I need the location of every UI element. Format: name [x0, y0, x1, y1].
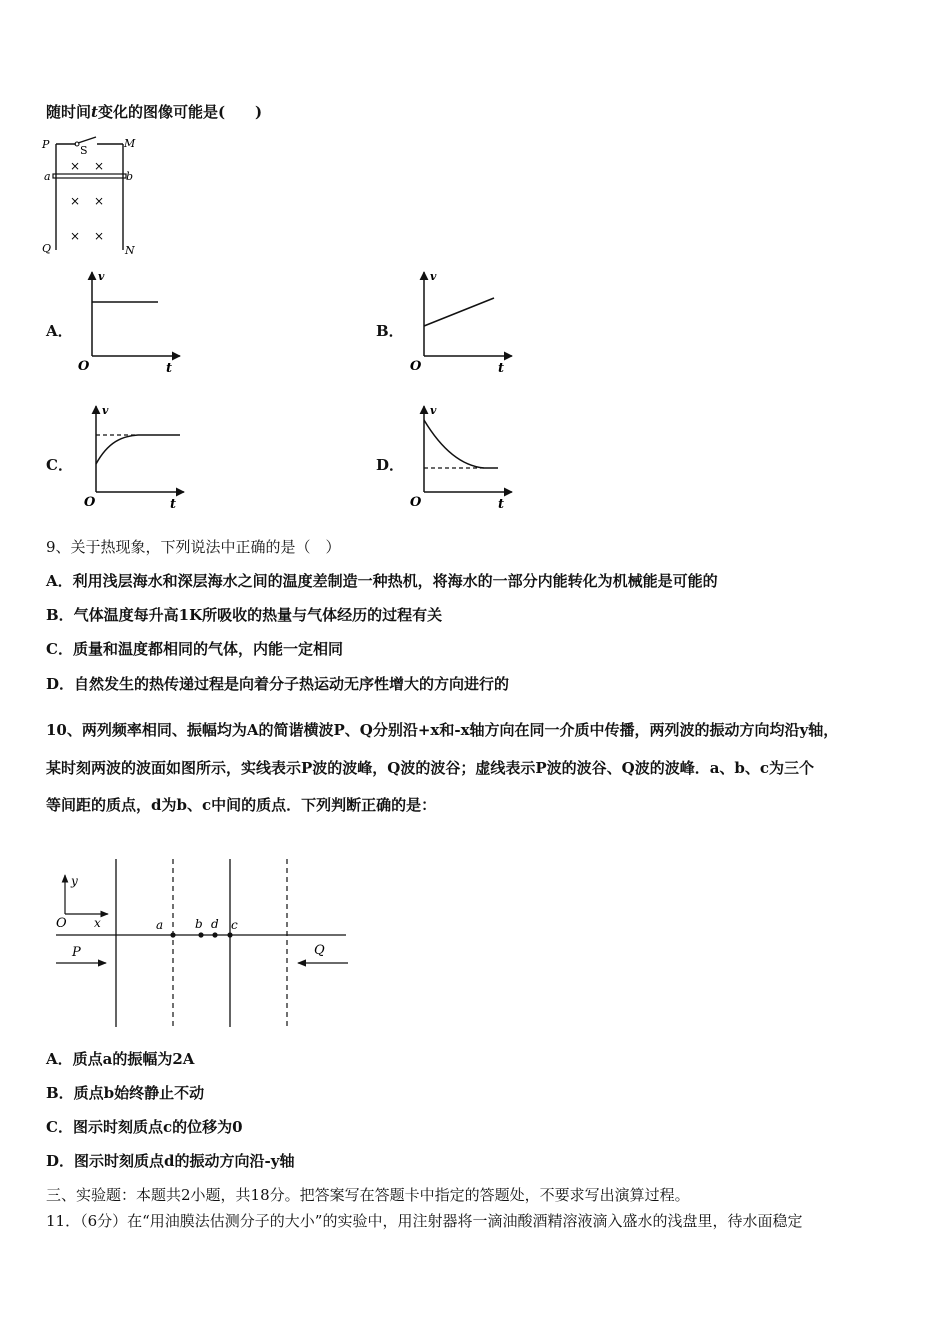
axis-t: t: [170, 497, 177, 512]
axis-y: y: [71, 874, 78, 888]
axis-origin: O: [78, 359, 90, 374]
q10-option-d: D．图示时刻质点d的振动方向沿-y轴: [46, 1152, 295, 1170]
axis-x: x: [94, 916, 101, 930]
q8-option-c-label: C．: [46, 456, 73, 474]
particle-b: [198, 932, 203, 937]
section-3-heading: 三、实验题：本题共2小题，共18分。把答案写在答题卡中指定的答题处，不要求写出演算过程。: [46, 1186, 690, 1204]
axis-v: v: [430, 270, 437, 283]
q10-option-a: A．质点a的振幅为2A: [46, 1050, 195, 1068]
field-cross: ×: [70, 229, 81, 243]
circuit-label-Q: Q: [42, 242, 52, 255]
v-t-curve: [424, 298, 494, 326]
axis-origin: O: [56, 916, 67, 931]
q8-stem-var: t: [91, 103, 98, 121]
circuit-label-b: b: [126, 170, 134, 183]
axis-v: v: [98, 270, 105, 283]
circuit-label-a: a: [44, 170, 51, 183]
label-b: b: [195, 917, 203, 931]
particle-d: [212, 932, 217, 937]
q10-stem-line-1: 10、两列频率相同、振幅均为A的简谐横波P、Q分别沿+x和-x轴方向在同一介质中传播，两列波的振动方向均沿y轴，: [46, 721, 839, 739]
q9-stem: 9、关于热现象，下列说法中正确的是（ ）: [46, 538, 341, 556]
field-cross: ×: [70, 159, 81, 173]
axis-t: t: [498, 361, 505, 376]
q9-option-a: A．利用浅层海水和深层海水之间的温度差制造一种热机，将海水的一部分内能转化为机械能是可能的: [46, 572, 718, 590]
axis-origin: O: [410, 495, 422, 510]
q8-option-c-graph: [76, 402, 196, 512]
wave-p-label: P: [72, 945, 81, 960]
q10-option-c: C．图示时刻质点c的位移为0: [46, 1118, 243, 1136]
label-a: a: [156, 918, 164, 932]
field-cross: ×: [70, 194, 81, 208]
field-cross: ×: [94, 159, 105, 173]
axis-origin: O: [84, 495, 96, 510]
label-d: d: [211, 917, 219, 931]
particle-a: [170, 932, 175, 937]
circuit-label-N: N: [125, 244, 135, 257]
axis-v: v: [430, 404, 437, 417]
q10-wave-figure: [50, 855, 355, 1035]
axis-v: v: [102, 404, 109, 417]
q10-option-b: B．质点b始终静止不动: [46, 1084, 205, 1102]
q8-stem: [46, 102, 262, 122]
axis-origin: O: [410, 359, 422, 374]
particle-c: [227, 932, 232, 937]
q9-option-c: C．质量和温度都相同的气体，内能一定相同: [46, 640, 343, 658]
q9-option-b: B．气体温度每升高1K所吸收的热量与气体经历的过程有关: [46, 606, 443, 624]
field-cross: ×: [94, 229, 105, 243]
q11-stem: 11．（6分）在“用油膜法估测分子的大小”的实验中，用注射器将一滴油酸酒精溶液滴入盛水的浅盘里，待水面稳定: [46, 1212, 803, 1230]
circuit-label-S: S: [80, 144, 88, 157]
q8-option-b-graph: [404, 268, 524, 378]
v-t-curve: [96, 435, 180, 464]
circuit-label-P: P: [42, 138, 50, 151]
field-cross: ×: [94, 194, 105, 208]
q8-stem-pre: 随时间: [46, 103, 92, 121]
q8-option-a-graph: [72, 268, 192, 378]
q8-option-b-label: B．: [376, 322, 404, 340]
q10-stem-line-3: 等间距的质点，d为b、c中间的质点．下列判断正确的是：: [46, 796, 437, 814]
q8-option-d-graph: [404, 402, 524, 512]
label-c: c: [231, 918, 238, 932]
wave-q-label: Q: [314, 943, 325, 958]
axis-t: t: [166, 361, 173, 376]
axis-t: t: [498, 497, 505, 512]
q8-stem-post: 变化的图像可能是( ): [97, 103, 263, 121]
q10-stem-line-2: 某时刻两波的波面如图所示，实线表示P波的波峰，Q波的波谷；虚线表示P波的波谷、Q波的波峰．a、b、c为三个: [46, 759, 815, 777]
q8-circuit-figure: [40, 132, 140, 257]
v-t-curve: [424, 420, 498, 468]
q8-option-a-label: A．: [46, 322, 73, 340]
q8-option-d-label: D．: [376, 456, 405, 474]
q9-option-d: D．自然发生的热传递过程是向着分子热运动无序性增大的方向进行的: [46, 675, 510, 693]
circuit-label-M: M: [124, 137, 136, 150]
